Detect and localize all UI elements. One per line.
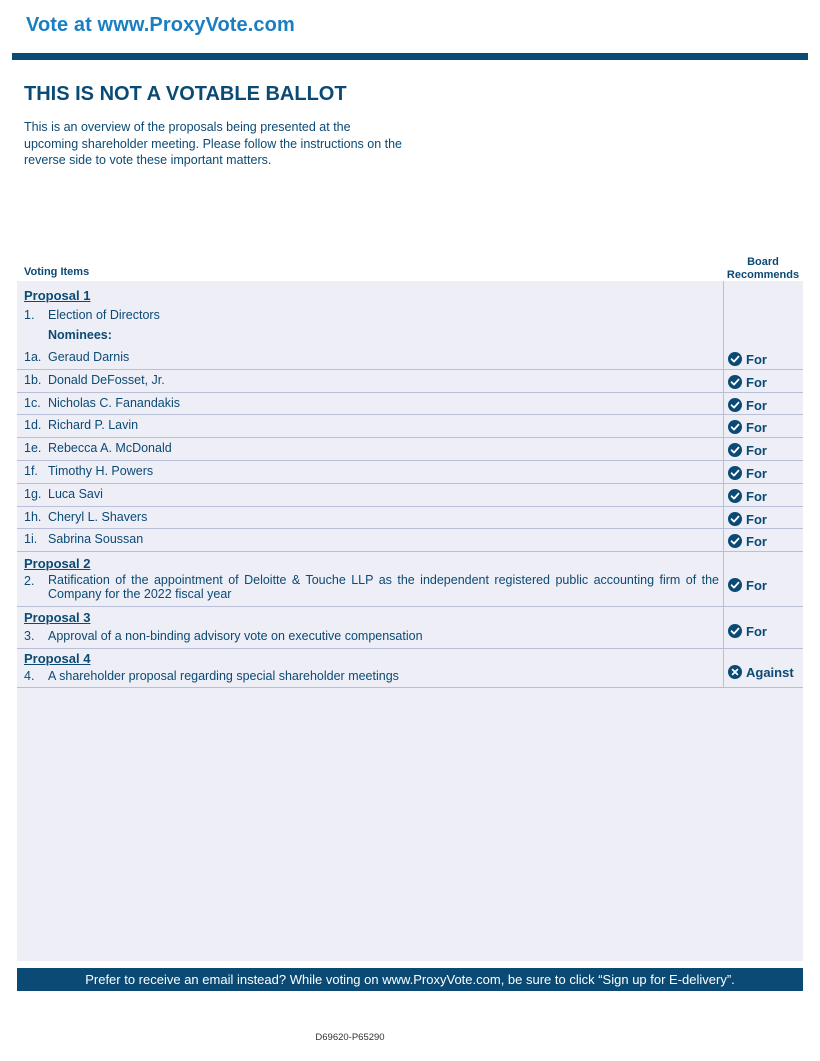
voting-items-header: Voting Items <box>24 266 90 278</box>
board-recommends-header: Board Recommends <box>726 256 800 281</box>
recommendation-label: For <box>746 419 767 435</box>
row-divider <box>17 551 803 552</box>
row-divider <box>17 687 803 688</box>
proposal-2-number: 2. <box>24 574 35 588</box>
check-circle-icon <box>728 624 742 638</box>
nominee-name: Luca Savi <box>48 487 103 501</box>
proposal-1-number: 1. <box>24 308 35 322</box>
proposal-2-recommendation <box>728 577 767 593</box>
recommendation-label: Against <box>746 664 794 680</box>
x-circle-icon <box>728 665 742 679</box>
proposal-3-text: Approval of a non-binding advisory vote on executive compensation <box>48 629 423 643</box>
nominees-label: Nominees: <box>48 328 112 342</box>
nominee-number: 1h. <box>24 510 42 524</box>
row-divider <box>17 528 803 529</box>
recommendation-label: For <box>746 488 767 504</box>
check-circle-icon <box>728 398 742 412</box>
nominee-number: 1g. <box>24 487 42 501</box>
row-divider <box>17 483 803 484</box>
row-divider <box>17 369 803 370</box>
nominee-name: Rebecca A. McDonald <box>48 441 172 455</box>
recommendation-label: For <box>746 374 767 390</box>
nominee-number: 1f. <box>24 464 38 478</box>
row-divider <box>17 506 803 507</box>
intro-text: This is an overview of the proposals being presented at the upcoming shareholder meeting. Please follow the instructions on the reverse side to vote these important matters. <box>24 120 402 167</box>
check-circle-icon <box>728 420 742 434</box>
check-circle-icon <box>728 443 742 457</box>
proposal-4-heading: Proposal 4 <box>24 651 91 666</box>
e-delivery-banner: Prefer to receive an email instead? While voting on www.ProxyVote.com, be sure to click “Sign up for E-delivery”. <box>17 968 803 991</box>
proxyvote-link[interactable]: Vote at www.ProxyVote.com <box>26 14 295 36</box>
recommendation-label: For <box>746 465 767 481</box>
row-divider <box>17 437 803 438</box>
nominee-number: 1c. <box>24 396 41 410</box>
nominee-name: Sabrina Soussan <box>48 532 144 546</box>
proposal-1-heading: Proposal 1 <box>24 288 91 303</box>
nominee-name: Geraud Darnis <box>48 350 130 364</box>
check-circle-icon <box>728 352 742 366</box>
nominee-recommendation <box>728 465 767 481</box>
row-divider <box>17 414 803 415</box>
check-circle-icon <box>728 489 742 503</box>
nominee-recommendation <box>728 351 767 367</box>
nominee-name: Nicholas C. Fanandakis <box>48 396 181 410</box>
nominee-name: Timothy H. Powers <box>48 464 154 478</box>
nominee-name: Richard P. Lavin <box>48 418 139 432</box>
nominee-recommendation <box>728 397 767 413</box>
row-divider <box>17 392 803 393</box>
recommendation-label: For <box>746 351 767 367</box>
proposal-4-number: 4. <box>24 669 35 683</box>
nominee-number: 1a. <box>24 350 42 364</box>
nominee-recommendation <box>728 442 767 458</box>
nominee-name: Cheryl L. Shavers <box>48 510 148 524</box>
recommendation-label: For <box>746 623 767 639</box>
recommendation-label: For <box>746 397 767 413</box>
page-title: THIS IS NOT A VOTABLE BALLOT <box>24 83 347 105</box>
row-divider <box>17 648 803 649</box>
proposal-4-text: A shareholder proposal regarding special shareholder meetings <box>48 669 399 683</box>
nominee-number: 1i. <box>24 532 38 546</box>
nominee-number: 1d. <box>24 418 42 432</box>
check-circle-icon <box>728 512 742 526</box>
proposal-2-heading: Proposal 2 <box>24 556 91 571</box>
proposal-1-text: Election of Directors <box>48 308 160 322</box>
recommendation-label: For <box>746 442 767 458</box>
check-circle-icon <box>728 466 742 480</box>
row-divider <box>17 460 803 461</box>
check-circle-icon <box>728 534 742 548</box>
proposal-4-recommendation <box>728 664 794 680</box>
row-divider <box>17 606 803 607</box>
nominee-recommendation <box>728 374 767 390</box>
nominee-recommendation <box>728 419 767 435</box>
proposal-3-recommendation <box>728 623 767 639</box>
nominee-recommendation <box>728 511 767 527</box>
check-circle-icon <box>728 375 742 389</box>
proposal-3-number: 3. <box>24 629 35 643</box>
proposal-3-heading: Proposal 3 <box>24 610 91 625</box>
check-circle-icon <box>728 578 742 592</box>
nominee-recommendation <box>728 533 767 549</box>
document-id: D69620-P65290 <box>315 1032 385 1043</box>
header-divider <box>12 53 808 60</box>
nominee-name: Donald DeFosset, Jr. <box>48 373 165 387</box>
column-divider <box>723 281 724 688</box>
recommendation-label: For <box>746 511 767 527</box>
recommendation-label: For <box>746 577 767 593</box>
nominee-number: 1e. <box>24 441 42 455</box>
nominee-recommendation <box>728 488 767 504</box>
proposal-2-text: Ratification of the appointment of Deloitte & Touche LLP as the independent registered public accounting firm of the Company for the 2022 fiscal year <box>48 573 719 601</box>
recommendation-label: For <box>746 533 767 549</box>
nominee-number: 1b. <box>24 373 42 387</box>
